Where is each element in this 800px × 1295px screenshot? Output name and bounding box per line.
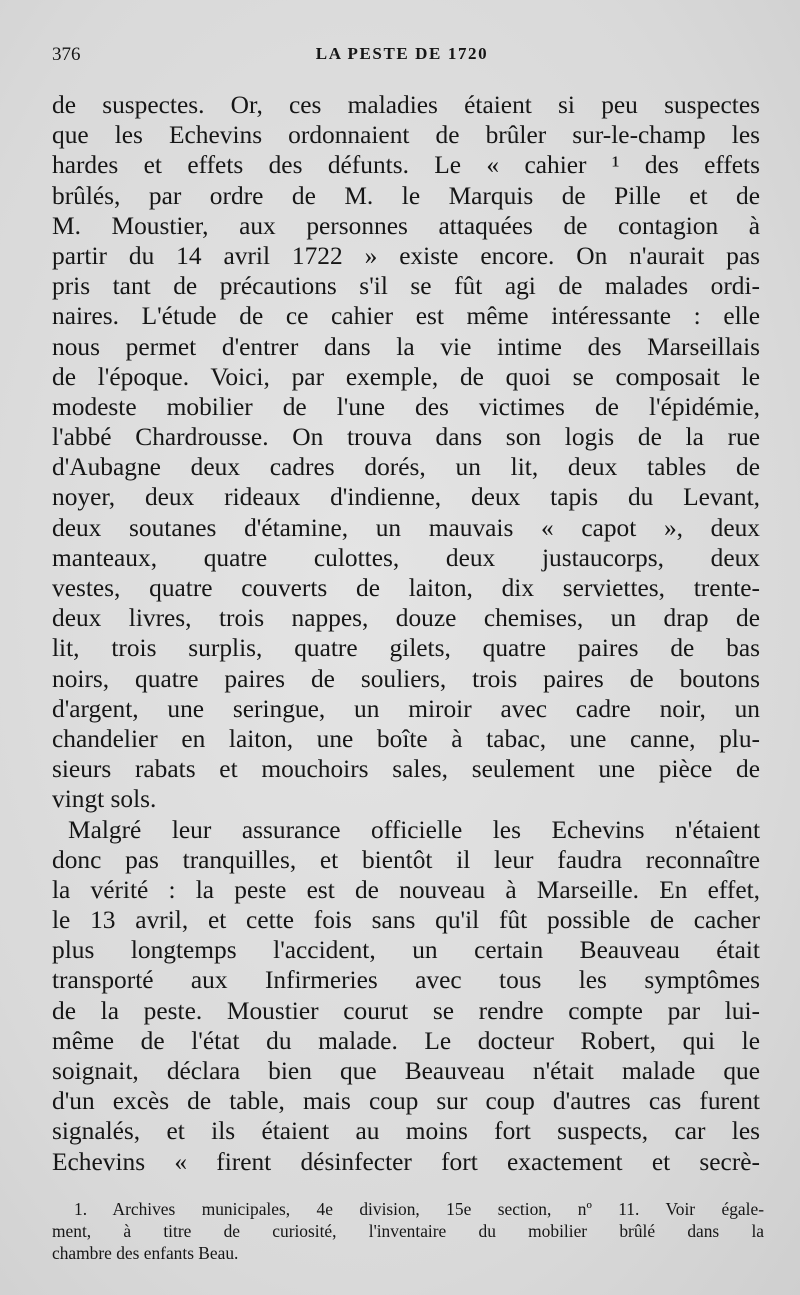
text-line: même de l'état du malade. Le docteur Robert, qui le xyxy=(52,1026,760,1055)
running-title: LA PESTE DE 1720 xyxy=(315,44,489,63)
text-line: vestes, quatre couverts de laiton, dix serviettes, trente- xyxy=(52,574,760,602)
text-line: pris tant de précautions s'il se fût agi de malades ordi- xyxy=(52,272,760,301)
text-line: sieurs rabats et mouchoirs sales, seulement une pièce de xyxy=(52,755,760,784)
page-header xyxy=(52,40,752,70)
text-line: partir du 14 avril 1722 » existe encore. On n'aurait pas xyxy=(52,241,760,270)
text-line: deux soutanes d'étamine, un mauvais « capot », deux xyxy=(52,513,760,542)
body-text xyxy=(52,90,760,1177)
text-line: deux livres, trois nappes, douze chemises, un drap de xyxy=(52,604,760,633)
text-line: brûlés, par ordre de M. le Marquis de Pille et de xyxy=(52,181,760,210)
text-line: noyer, deux rideaux d'indienne, deux tapis du Levant, xyxy=(52,483,760,512)
text-line: l'abbé Chardrousse. On trouva dans son logis de la rue xyxy=(52,423,760,452)
text-line: Malgré leur assurance officielle les Echevins n'étaient xyxy=(68,815,760,844)
text-line: manteaux, quatre culottes, deux justaucorps, deux xyxy=(52,543,760,572)
text-line: d'argent, une seringue, un miroir avec cadre noir, un xyxy=(52,694,760,723)
text-line: signalés, et ils étaient au moins fort suspects, car les xyxy=(52,1117,760,1146)
text-line: donc pas tranquilles, et bientôt il leur faudra reconnaître xyxy=(52,845,760,874)
text-line: nous permet d'entrer dans la vie intime des Marseillais xyxy=(52,332,760,361)
text-line: de suspectes. Or, ces maladies étaient si peu suspectes xyxy=(52,91,760,119)
page-number: 376 xyxy=(52,44,81,65)
footnote-line: chambre des enfants Beau. xyxy=(52,1243,239,1263)
footnote-line: 1. Archives municipales, 4e division, 15e section, nº 11. Voir égale- xyxy=(74,1199,764,1219)
text-line: transporté aux Infirmeries avec tous les symptômes xyxy=(52,966,760,995)
footnotes xyxy=(52,1198,764,1264)
text-line: M. Moustier, aux personnes attaquées de contagion à xyxy=(52,211,760,240)
text-line: naires. L'étude de ce cahier est même intéressante : elle xyxy=(52,302,760,331)
text-line: que les Echevins ordonnaient de brûler sur-le-champ les xyxy=(52,121,760,150)
text-line: d'Aubagne deux cadres dorés, un lit, deux tables de xyxy=(52,453,760,482)
text-line: lit, trois surplis, quatre gilets, quatre paires de bas xyxy=(52,634,760,663)
footnote-line: ment, à titre de curiosité, l'inventaire du mobilier brûlé dans la xyxy=(52,1221,764,1241)
text-line: soignait, déclara bien que Beauveau n'était malade que xyxy=(52,1057,760,1085)
text-line: le 13 avril, et cette fois sans qu'il fût possible de cacher xyxy=(52,906,760,935)
text-line: plus longtemps l'accident, un certain Beauveau était xyxy=(52,936,760,965)
text-line: la vérité : la peste est de nouveau à Marseille. En effet, xyxy=(52,875,760,904)
text-line: hardes et effets des défunts. Le « cahier ¹ des effets xyxy=(52,151,760,180)
text-line: modeste mobilier de l'une des victimes de l'épidémie, xyxy=(52,392,760,421)
text-line: chandelier en laiton, une boîte à tabac, une canne, plu- xyxy=(52,724,760,753)
text-line: Echevins « firent désinfecter fort exactement et secrè- xyxy=(52,1147,760,1176)
text-line: vingt sols. xyxy=(52,785,157,814)
text-line: de l'époque. Voici, par exemple, de quoi se composait le xyxy=(52,362,760,391)
text-line: d'un excès de table, mais coup sur coup d'autres cas furent xyxy=(52,1087,760,1116)
text-line: de la peste. Moustier courut se rendre compte par lui- xyxy=(52,996,760,1025)
text-line: noirs, quatre paires de souliers, trois paires de boutons xyxy=(52,664,760,693)
